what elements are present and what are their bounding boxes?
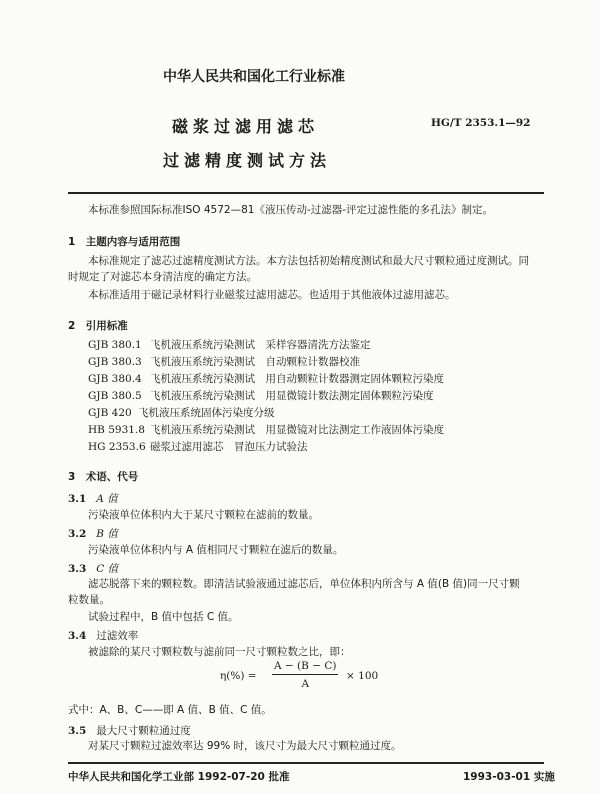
section-1-paragraph-1-line2: 时规定了对滤芯本身清洁度的确定方法。 xyxy=(68,271,257,283)
reference-title: 飞机液压系统污染测试 用自动颗粒计数器测定固体颗粒污染度 xyxy=(150,373,444,385)
formula-denominator: A xyxy=(301,678,310,690)
approval-line: 中华人民共和国化学工业部 1992-07-20 批准 xyxy=(68,771,290,783)
reference-title: 飞机液压系统污染测试 用显微镜计数法测定固体颗粒污染度 xyxy=(150,390,434,402)
formula-where-clause: 式中：A、B、C——即 A 值、B 值、C 值。 xyxy=(68,704,272,716)
defined-term: 最大尺寸颗粒通过度 xyxy=(96,725,191,737)
reference-title: 飞机液压系统污染测试 用显微镜对比法测定工作液固体污染度 xyxy=(150,424,444,436)
header-rule xyxy=(68,192,544,194)
reference-code: GJB 420 xyxy=(88,407,132,419)
reference-item xyxy=(88,439,308,454)
formula-lhs: η(%) = xyxy=(220,670,257,682)
reference-title: 飞机液压系统污染测试 采样容器清洗方法鉴定 xyxy=(150,339,371,351)
clause-number: 3.2 xyxy=(68,528,87,540)
formula-fraction xyxy=(272,660,338,690)
section-1-paragraph-2: 本标准适用于磁记录材料行业磁浆过滤用滤芯。也适用于其他液体过滤用滤芯。 xyxy=(88,289,456,301)
reference-item xyxy=(88,354,360,369)
reference-item xyxy=(88,388,434,403)
reference-code: GJB 380.4 xyxy=(88,373,142,385)
section-2-heading: 2 引用标准 xyxy=(68,320,128,332)
issuing-org-line: 中华人民共和国化工行业标准 xyxy=(163,69,345,85)
definition-3-1-heading xyxy=(68,491,118,506)
reference-title: 飞机液压系统固体污染度分级 xyxy=(138,407,275,419)
implementation-date: 1993-03-01 实施 xyxy=(463,771,555,783)
defined-term: 过滤效率 xyxy=(96,630,139,642)
definition-3-4-heading xyxy=(68,628,138,643)
definition-3-4-text: 被滤除的某尺寸颗粒数与滤前同一尺寸颗粒数之比，即： xyxy=(88,646,351,658)
definition-3-1-text: 污染液单位体积内大于某尺寸颗粒在滤前的数量。 xyxy=(88,509,319,521)
reference-item xyxy=(88,422,444,437)
document-title-line1: 磁浆过滤用滤芯 xyxy=(172,117,320,136)
clause-number: 3.4 xyxy=(68,630,87,642)
formula-numerator: A − (B − C) xyxy=(272,660,338,675)
definition-3-5-text: 对某尺寸颗粒过滤效率达 99% 时，该尺寸为最大尺寸颗粒通过度。 xyxy=(88,740,402,752)
section-3-heading: 3 术语、代号 xyxy=(68,471,139,483)
definition-3-3-line2: 粒数量。 xyxy=(68,594,110,606)
reference-item xyxy=(88,405,275,420)
definition-3-3-heading xyxy=(68,561,118,576)
reference-code: GJB 380.5 xyxy=(88,390,142,402)
document-title-line2: 过滤精度测试方法 xyxy=(163,151,332,170)
definition-3-2-text: 污染液单位体积内与 A 值相同尺寸颗粒在滤后的数量。 xyxy=(88,544,344,556)
reference-title: 飞机液压系统污染测试 自动颗粒计数器校准 xyxy=(150,356,360,368)
clause-number: 3.3 xyxy=(68,563,87,575)
reference-code: HB 5931.8 xyxy=(88,424,145,436)
reference-code: GJB 380.3 xyxy=(88,356,142,368)
section-1-paragraph-1-line1: 本标准规定了滤芯过滤精度测试方法。本方法包括初始精度测试和最大尺寸颗粒通过度测试。同 xyxy=(88,255,529,267)
definition-3-5-heading xyxy=(68,723,191,738)
definition-3-3-line1: 滤芯脱落下来的颗粒数。即清洁试验液通过滤芯后，单位体积内所含与 A 值(B 值)同一尺寸颗 xyxy=(88,578,520,590)
reference-title: 磁浆过滤用滤芯 冒泡压力试验法 xyxy=(150,441,308,453)
section-1-heading: 1 主题内容与适用范围 xyxy=(68,236,181,248)
defined-term: B 值 xyxy=(96,528,118,540)
reference-item xyxy=(88,371,444,386)
intro-paragraph: 本标准参照国际标准ISO 4572—81《液压传动-过滤器-评定过滤性能的多孔法》制定。 xyxy=(88,204,494,216)
defined-term: A 值 xyxy=(96,493,118,505)
formula-tail: × 100 xyxy=(346,670,379,682)
standard-number: HG/T 2353.1—92 xyxy=(431,117,531,129)
footer-rule xyxy=(68,762,544,764)
definition-3-3-line3: 试验过程中，B 值中包括 C 值。 xyxy=(88,611,239,623)
defined-term: C 值 xyxy=(96,563,119,575)
reference-code: HG 2353.6 xyxy=(88,441,146,453)
definition-3-2-heading xyxy=(68,526,118,541)
clause-number: 3.1 xyxy=(68,493,87,505)
reference-item xyxy=(88,337,371,352)
clause-number: 3.5 xyxy=(68,725,87,737)
reference-code: GJB 380.1 xyxy=(88,339,142,351)
